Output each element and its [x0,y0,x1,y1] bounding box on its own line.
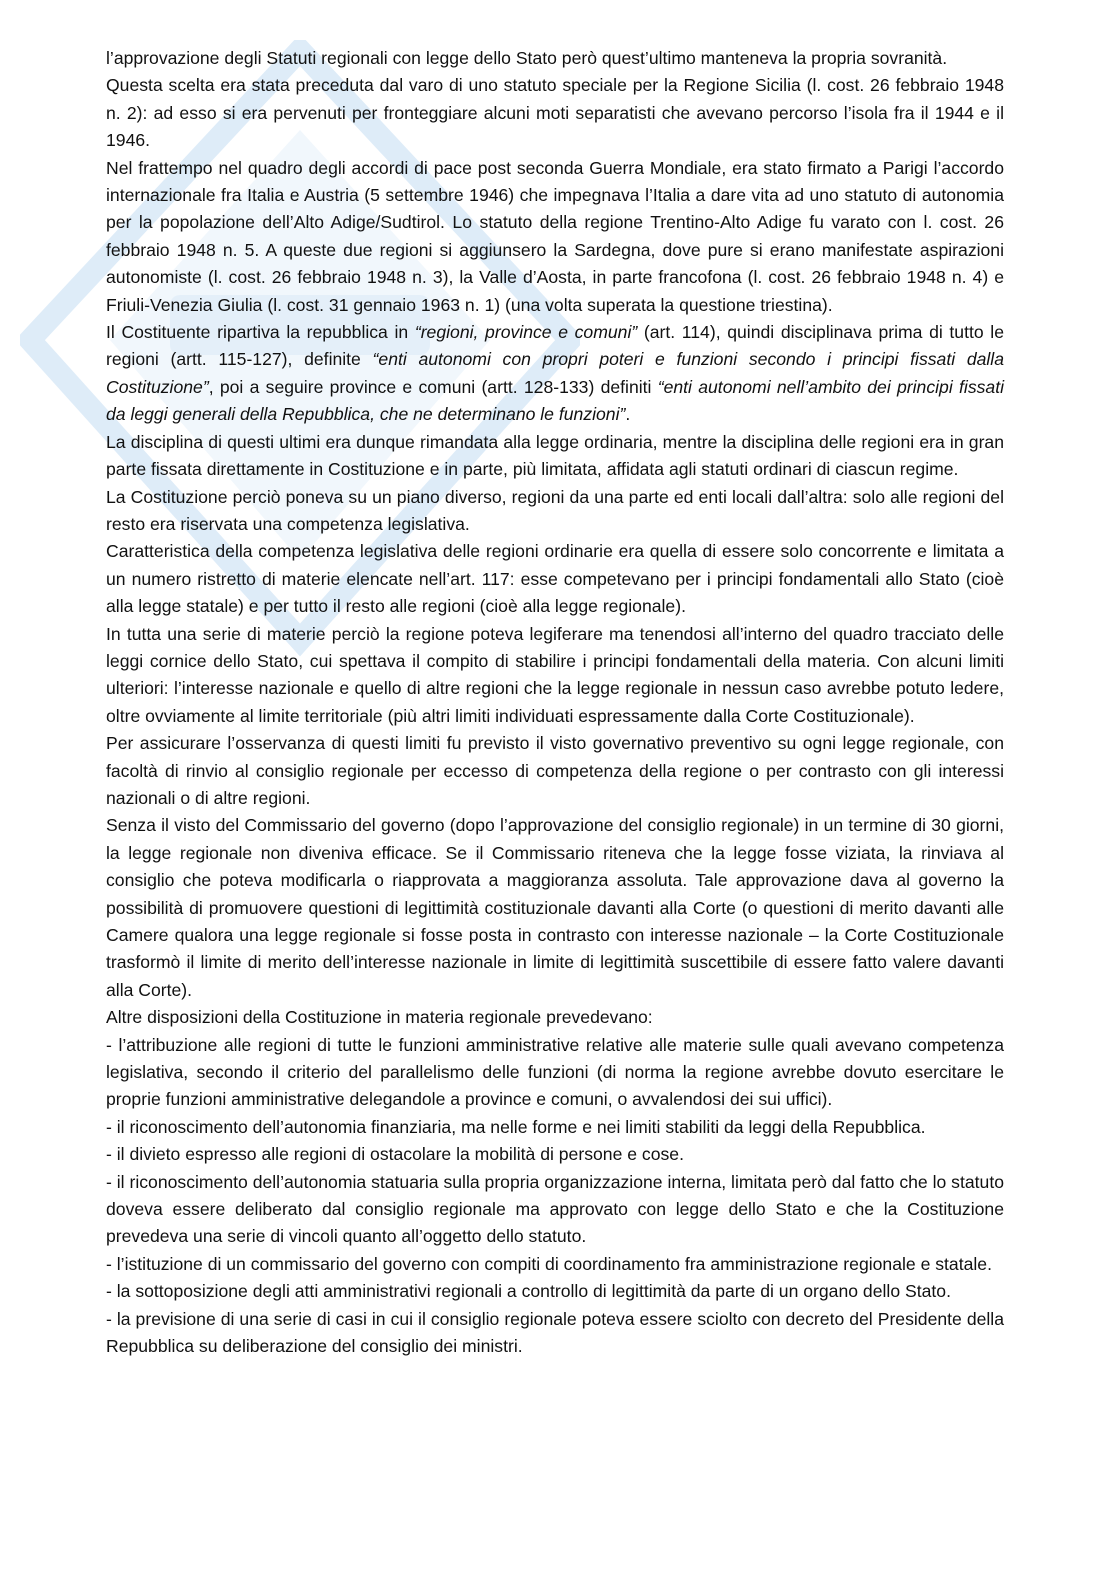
quotation: “regioni, province e comuni” [414,322,638,343]
document-page [106,45,1004,1361]
paragraph-11: Altre disposizioni della Costituzione in materia regionale prevedevano: [106,1007,653,1028]
list-item: - l’istituzione di un commissario del governo con compiti di coordinamento fra amministrazione regionale e statale. [106,1253,992,1274]
paragraph-5: La disciplina di questi ultimi era dunque rimandata alla legge ordinaria, mentre la disciplina delle regioni era in gran parte fissata direttamente in Costituzione e in parte, più limitata, affidata agli statuti ordinari di ciascun regime. [106,431,1004,480]
paragraph-9: Per assicurare l’osservanza di questi limiti fu previsto il visto governativo preventivo su ogni legge regionale, con facoltà di rinvio al consiglio regionale per eccesso di competenza della regione o per contrasto con gli interessi nazionali o di altre regioni. [106,733,1004,808]
text-run: (art. 114), quindi disciplinava prima di tutto le regioni (artt. 115-127), definite [106,322,1004,370]
text-run: Il Costituente ripartiva la repubblica in [106,322,415,343]
paragraph-3: Nel frattempo nel quadro degli accordi di pace post seconda Guerra Mondiale, era stato firmato a Parigi l’accordo internazionale fra Italia e Austria (5 settembre 1946) che impegnava l’Italia a dare vita ad uno statuto di autonomia per la popolazione dell’Alto Adige/Sudtirol. Lo statuto della regione Trentino-Alto Adige fu varato con l. cost. 26 febbraio 1948 n. 5. A queste due regioni si aggiunsero la Sardegna, dove pure si erano manifestate aspirazioni autonomiste (l. cost. 26 febbraio 1948 n. 3), la Valle d’Aosta, in parte francofona (l. cost. 26 febbraio 1948 n. 4) e Friuli-Venezia Giulia (l. cost. 31 gennaio 1963 n. 1) (una volta superata la questione triestina). [106,157,1004,315]
paragraph-7: Caratteristica della competenza legislativa delle regioni ordinarie era quella di essere solo concorrente e limitata a un numero ristretto di materie elencate nell’art. 117: esse competevano per i principi fondamentali allo Stato (cioè alla legge statale) e per tutto il resto alle regioni (cioè alla legge regionale). [106,541,1004,617]
paragraph-10: Senza il visto del Commissario del governo (dopo l’approvazione del consiglio regionale) in un termine di 30 giorni, la legge regionale non diveniva efficace. Se il Commissario riteneva che la legge fosse viziata, la rinviava al consiglio che poteva modificarla o riapprovata a maggioranza assoluta. Tale approvazione dava al governo la possibilità di promuovere questioni di legittimità costituzionale davanti alla Corte (o questioni di merito davanti alle Camere qualora una legge regionale si fosse posta in contrasto con interesse nazionale – la Corte Costituzionale trasformò il limite di merito dell’interesse nazionale in limite di legittimità suscettibile di essere fatto valere davanti alla Corte). [106,815,1004,1000]
list-item: - la previsione di una serie di casi in cui il consiglio regionale poteva essere sciolto con decreto del Presidente della Repubblica su deliberazione del consiglio dei ministri. [106,1308,1004,1357]
list-item: - l’attribuzione alle regioni di tutte le funzioni amministrative relative alle materie sulle quali avevano competenza legislativa, secondo il criterio del parallelismo delle funzioni (di norma la regione avrebbe dovuto esercitare le proprie funzioni amministrative delegandole a province e comuni, o avvalendosi dei sui uffici). [106,1034,1004,1110]
list-item: - la sottoposizione degli atti amministrativi regionali a controllo di legittimità da parte di un organo dello Stato. [106,1281,951,1302]
list-item: - il riconoscimento dell’autonomia finanziaria, ma nelle forme e nei limiti stabiliti da leggi della Repubblica. [106,1116,926,1137]
paragraph-4 [106,319,1004,429]
list-item: - il riconoscimento dell’autonomia statuaria sulla propria organizzazione interna, limitata però dal fatto che lo statuto doveva essere deliberato dal consiglio regionale ma approvato con legge dello Stato e che la Costituzione prevedeva una serie di vincoli quanto all’oggetto dello statuto. [106,1171,1004,1247]
quotation: “enti autonomi nell’ambito dei principi fissati da leggi generali della Repubblica, che ne determinano le funzioni” [106,376,1004,425]
text-run: . [625,404,631,425]
paragraph-2: Questa scelta era stata preceduta dal varo di uno statuto speciale per la Regione Sicilia (l. cost. 26 febbraio 1948 n. 2): ad esso si era pervenuti per fronteggiare alcuni moti separatisti che avevano percorso l’isola fra il 1944 e il 1946. [106,75,1004,151]
text-run: , poi a seguire province e comuni (artt. 128-133) definiti [208,376,658,397]
paragraph-8: In tutta una serie di materie perciò la regione poteva legiferare ma tenendosi all’interno del quadro tracciato delle leggi cornice dello Stato, cui spettava il compito di stabilire i principi fondamentali della materia. Con alcuni limiti ulteriori: l’interesse nazionale e quello di altre regioni che la legge regionale in nessun caso avrebbe potuto ledere, oltre ovviamente al limite territoriale (più altri limiti individuati espressamente dalla Corte Costituzionale). [106,623,1004,726]
paragraph-6: La Costituzione perciò poneva su un piano diverso, regioni da una parte ed enti locali dall’altra: solo alle regioni del resto era riservata una competenza legislativa. [106,486,1004,534]
quotation: “enti autonomi con propri poteri e funzioni secondo i principi fissati dalla Costituzione” [106,349,1004,397]
paragraph-1: l’approvazione degli Statuti regionali con legge dello Stato però quest’ultimo manteneva la propria sovranità. [106,48,948,68]
list-item: - il divieto espresso alle regioni di ostacolare la mobilità di persone e cose. [106,1144,684,1165]
